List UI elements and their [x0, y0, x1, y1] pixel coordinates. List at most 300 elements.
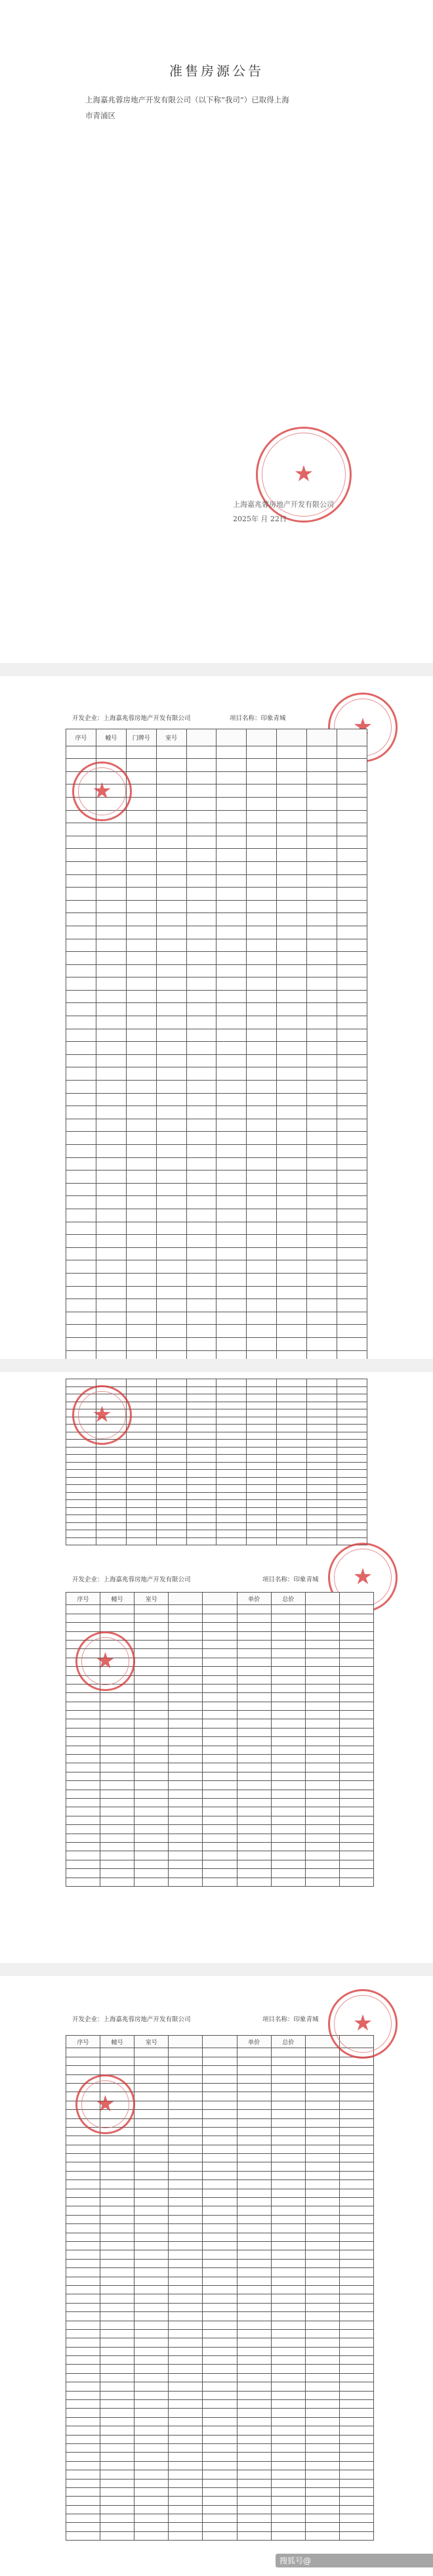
table-cell [203, 2329, 237, 2338]
table-cell [339, 2180, 373, 2189]
table-cell [134, 2215, 169, 2223]
table-cell [337, 1386, 367, 1394]
table-cell [277, 1500, 307, 1508]
table-cell [237, 2277, 271, 2285]
table-cell [100, 1842, 134, 1851]
table-cell [156, 797, 186, 810]
table-cell [126, 939, 156, 952]
table-cell [339, 2277, 373, 2285]
table-cell [337, 1235, 367, 1248]
table-cell [100, 2426, 134, 2435]
table-row [66, 1235, 367, 1248]
table-cell [307, 913, 337, 926]
table-cell [134, 2391, 169, 2399]
table-cell [66, 2066, 100, 2074]
table-cell [66, 1623, 100, 1631]
table-cell [186, 964, 216, 977]
table-cell [66, 1003, 96, 1016]
table-cell [66, 1781, 100, 1790]
table-cell [247, 1492, 277, 1500]
table-cell [271, 1798, 305, 1807]
table-cell [277, 1530, 307, 1538]
table-cell [307, 900, 337, 913]
table-cell [237, 2417, 271, 2426]
table-cell [203, 1772, 237, 1780]
table-cell [203, 1675, 237, 1684]
table-cell [307, 1003, 337, 1016]
table-cell [203, 2285, 237, 2294]
table-cell [237, 2514, 271, 2523]
table-cell [339, 2365, 373, 2373]
table-cell [169, 1772, 203, 1780]
column-header: 幢号 [100, 2036, 134, 2048]
table-cell [126, 926, 156, 939]
table-cell [339, 1649, 373, 1658]
table-cell [307, 1455, 337, 1463]
table-cell [66, 2435, 100, 2443]
table-cell [277, 784, 307, 798]
table-cell [339, 2321, 373, 2329]
table-cell [216, 823, 247, 836]
table-cell [216, 784, 247, 798]
table-cell [337, 1477, 367, 1485]
table-cell [305, 2092, 339, 2101]
table-cell [203, 1640, 237, 1648]
table-cell [271, 1649, 305, 1658]
table-cell [337, 797, 367, 810]
table-cell [66, 1500, 96, 1508]
table-cell [66, 2523, 100, 2531]
table-cell [271, 2365, 305, 2373]
table-cell [186, 939, 216, 952]
table-cell [169, 1825, 203, 1834]
page-gap [0, 1963, 433, 1976]
table-cell [277, 1170, 307, 1184]
table-cell [134, 2110, 169, 2118]
table-cell [156, 1003, 186, 1016]
table-cell [66, 1209, 96, 1222]
table-cell [271, 2277, 305, 2285]
table-cell [169, 2435, 203, 2443]
table-cell [186, 888, 216, 901]
column-header [186, 729, 216, 746]
table-cell [96, 861, 126, 874]
table-cell [100, 2443, 134, 2452]
table-cell [307, 977, 337, 991]
table-row [66, 2523, 374, 2531]
table-cell [337, 1081, 367, 1094]
table-cell [271, 2514, 305, 2523]
table-cell [305, 2461, 339, 2470]
table-cell [100, 2479, 134, 2487]
table-cell [237, 2321, 271, 2329]
notice-line [85, 202, 348, 218]
table-cell [277, 1455, 307, 1463]
table-cell [337, 1425, 367, 1432]
table-cell [66, 2145, 100, 2153]
table-cell [277, 913, 307, 926]
table-cell [305, 2215, 339, 2223]
table-row [66, 2470, 374, 2479]
table-cell [66, 1530, 96, 1538]
table-cell [66, 1728, 100, 1736]
table-cell [126, 1440, 156, 1448]
table-row [66, 1492, 367, 1500]
table-cell [277, 952, 307, 965]
table-cell [156, 1537, 186, 1545]
table-cell [100, 1878, 134, 1886]
table-cell [277, 1054, 307, 1067]
notice-line [85, 265, 348, 281]
table-row [66, 2224, 374, 2233]
table-cell [305, 2110, 339, 2118]
table-cell [186, 1386, 216, 1394]
table-cell [203, 2523, 237, 2531]
table-cell [237, 2329, 271, 2338]
table-cell [156, 1132, 186, 1145]
table-cell [169, 1869, 203, 1878]
table-cell [203, 2268, 237, 2277]
table-cell [96, 977, 126, 991]
table-row [66, 2285, 374, 2294]
table-cell [271, 2145, 305, 2153]
table-cell [237, 2206, 271, 2215]
table-cell [337, 1394, 367, 1402]
table-cell [156, 1500, 186, 1508]
table-cell [271, 2189, 305, 2197]
table-cell [305, 1728, 339, 1736]
table-cell [216, 1119, 247, 1132]
table-cell [126, 1379, 156, 1387]
table-cell [134, 1640, 169, 1648]
table-cell [156, 759, 186, 772]
table-cell [100, 2277, 134, 2285]
table-cell [247, 1286, 277, 1299]
table-cell [134, 1693, 169, 1702]
table-cell [100, 2057, 134, 2065]
table-cell [339, 2145, 373, 2153]
table-cell [339, 2505, 373, 2514]
table-cell [337, 1042, 367, 1055]
table-cell [337, 1447, 367, 1455]
table-cell [126, 964, 156, 977]
table-cell [134, 2347, 169, 2355]
table-cell [126, 1455, 156, 1463]
table-cell [216, 1462, 247, 1470]
table-cell [271, 1807, 305, 1816]
table-cell [100, 1728, 134, 1736]
table-cell [237, 2312, 271, 2321]
table-row [66, 2057, 374, 2065]
table-cell [66, 1260, 96, 1274]
table-cell [126, 1447, 156, 1455]
table-cell [337, 1337, 367, 1350]
table-cell [339, 1631, 373, 1640]
table-cell [186, 1093, 216, 1106]
table-cell [186, 1286, 216, 1299]
table-cell [100, 1772, 134, 1780]
table-cell [126, 861, 156, 874]
table-cell [305, 1842, 339, 1851]
table-cell [156, 1016, 186, 1029]
table-cell [186, 759, 216, 772]
table-cell [203, 1781, 237, 1790]
table-cell [247, 1312, 277, 1325]
table-cell [134, 1746, 169, 1754]
table-cell [126, 977, 156, 991]
table-cell [66, 2338, 100, 2347]
table-cell [66, 1016, 96, 1029]
table-cell [100, 2215, 134, 2223]
table-cell [307, 888, 337, 901]
table-cell [203, 2373, 237, 2382]
table-cell [339, 2523, 373, 2531]
table-cell [169, 1649, 203, 1658]
table-cell [169, 1737, 203, 1746]
table-cell [126, 1157, 156, 1170]
table-cell [203, 2118, 237, 2127]
table-cell [100, 2321, 134, 2329]
table-cell [277, 939, 307, 952]
table-cell [100, 2505, 134, 2514]
table-cell [237, 1640, 271, 1648]
table-cell [156, 874, 186, 888]
page-gap [0, 663, 433, 676]
table-cell [203, 2224, 237, 2233]
table-cell [100, 2136, 134, 2145]
table3-developer: 开发企业：上海嘉兆蓉房地产开发有限公司 [72, 2016, 191, 2023]
table-cell [100, 2382, 134, 2391]
table-cell [134, 1798, 169, 1807]
table-cell [169, 2048, 203, 2057]
table-cell [134, 2303, 169, 2311]
table-cell [156, 1312, 186, 1325]
table-cell [305, 2531, 339, 2540]
table-cell [96, 1299, 126, 1312]
table-cell [307, 1260, 337, 1274]
table-cell [237, 2118, 271, 2127]
table-cell [156, 1394, 186, 1402]
table-cell [247, 1260, 277, 1274]
table-cell [100, 1614, 134, 1622]
table-cell [203, 1790, 237, 1798]
table-cell [134, 2241, 169, 2250]
table-cell [203, 2312, 237, 2321]
column-header [169, 2036, 203, 2048]
table-cell [339, 1640, 373, 1648]
table-cell [339, 2198, 373, 2206]
table-cell [307, 1222, 337, 1235]
table-cell [169, 2382, 203, 2391]
table-cell [216, 1081, 247, 1094]
table-cell [271, 2118, 305, 2127]
table-cell [126, 823, 156, 836]
table-cell [277, 964, 307, 977]
table-cell [126, 1183, 156, 1196]
table-cell [169, 1702, 203, 1710]
table-cell [203, 1631, 237, 1640]
table-cell [237, 1623, 271, 1631]
table-cell [203, 2180, 237, 2189]
table-cell [169, 1693, 203, 1702]
table-cell [271, 2470, 305, 2479]
table-row [66, 874, 367, 888]
table-cell [305, 2268, 339, 2277]
table-cell [277, 823, 307, 836]
table-cell [169, 1728, 203, 1736]
table-cell [169, 2127, 203, 2136]
table-cell [134, 2487, 169, 2496]
table-cell [277, 810, 307, 823]
table-cell [96, 990, 126, 1003]
table-cell [277, 874, 307, 888]
table-cell [66, 888, 96, 901]
table-cell [100, 1746, 134, 1754]
table-cell [216, 1042, 247, 1055]
table-cell [100, 2312, 134, 2321]
table-cell [339, 2461, 373, 2470]
table-cell [96, 1507, 126, 1515]
table-cell [271, 1842, 305, 1851]
table-cell [271, 2136, 305, 2145]
table-cell [337, 952, 367, 965]
table-cell [305, 2505, 339, 2514]
table-cell [134, 1649, 169, 1658]
table-cell [156, 1209, 186, 1222]
table-cell [134, 2321, 169, 2329]
table-cell [307, 1379, 337, 1387]
table-cell [203, 2505, 237, 2514]
table-cell [271, 2479, 305, 2487]
table-cell [169, 1755, 203, 1763]
notice-signature [233, 499, 390, 528]
table-cell [307, 1537, 337, 1545]
table-cell [156, 1157, 186, 1170]
table-cell [337, 1515, 367, 1523]
table-row [66, 1067, 367, 1081]
table-cell [305, 2373, 339, 2382]
table-cell [247, 1093, 277, 1106]
table-cell [339, 2356, 373, 2365]
table-row [66, 2505, 374, 2514]
table-cell [203, 2453, 237, 2461]
table-cell [307, 810, 337, 823]
table-cell [305, 2206, 339, 2215]
table-cell [134, 2373, 169, 2382]
table-cell [339, 1605, 373, 1614]
table-cell [237, 2057, 271, 2065]
company-seal-icon [72, 762, 132, 821]
table-row [66, 1614, 374, 1622]
table-cell [337, 759, 367, 772]
table-cell [169, 1798, 203, 1807]
table-cell [100, 2303, 134, 2311]
table-cell [339, 2074, 373, 2083]
table-cell [339, 2215, 373, 2223]
table-cell [307, 784, 337, 798]
table-cell [247, 1157, 277, 1170]
table-cell [66, 2417, 100, 2426]
table-cell [339, 1658, 373, 1666]
table-cell [169, 2400, 203, 2409]
table-cell [134, 1684, 169, 1692]
table-row [66, 1145, 367, 1158]
table-cell [339, 1807, 373, 1816]
table-cell [216, 1093, 247, 1106]
table-cell [305, 1807, 339, 1816]
table-cell [169, 2259, 203, 2267]
table-row [66, 2268, 374, 2277]
table-cell [169, 1631, 203, 1640]
table-cell [271, 1605, 305, 1614]
table-cell [305, 1719, 339, 1728]
table-cell [307, 771, 337, 784]
table-cell [271, 2259, 305, 2267]
table-cell [134, 2497, 169, 2505]
table-cell [66, 1170, 96, 1184]
table-cell [277, 990, 307, 1003]
table-cell [271, 1719, 305, 1728]
table-cell [216, 1470, 247, 1478]
table-cell [203, 2435, 237, 2443]
column-header [339, 1593, 373, 1605]
table-cell [100, 2259, 134, 2267]
table-cell [126, 1106, 156, 1119]
table-cell [96, 1196, 126, 1209]
table-cell [247, 900, 277, 913]
table-row [66, 900, 367, 913]
table-cell [203, 1878, 237, 1886]
table-cell [337, 1054, 367, 1067]
table-cell [66, 1157, 96, 1170]
table-cell [216, 1260, 247, 1274]
notice-line [85, 234, 348, 249]
table-cell [305, 1737, 339, 1746]
table-cell [66, 836, 96, 849]
table-cell [237, 2523, 271, 2531]
table-row [66, 1209, 367, 1222]
table-cell [100, 2487, 134, 2496]
table-cell [307, 1145, 337, 1158]
table-cell [337, 746, 367, 759]
table-cell [277, 1003, 307, 1016]
table-cell [126, 1462, 156, 1470]
table-cell [126, 1093, 156, 1106]
table-cell [247, 1417, 277, 1425]
table-row [66, 1507, 367, 1515]
table-cell [237, 2110, 271, 2118]
table-cell [339, 1825, 373, 1834]
table-cell [169, 2443, 203, 2452]
table-cell [169, 1790, 203, 1798]
table-cell [169, 2356, 203, 2365]
table-cell [271, 2101, 305, 2109]
table-cell [337, 823, 367, 836]
table-cell [134, 1614, 169, 1622]
table-cell [305, 2487, 339, 2496]
table-row [66, 1093, 367, 1106]
table-cell [66, 1537, 96, 1545]
table-cell [156, 1386, 186, 1394]
table-cell [307, 990, 337, 1003]
table-cell [277, 1537, 307, 1545]
table-cell [186, 784, 216, 798]
table-cell [66, 2285, 100, 2294]
table-cell [307, 759, 337, 772]
table-cell [271, 2321, 305, 2329]
table-cell [66, 2400, 100, 2409]
table-cell [203, 2443, 237, 2452]
